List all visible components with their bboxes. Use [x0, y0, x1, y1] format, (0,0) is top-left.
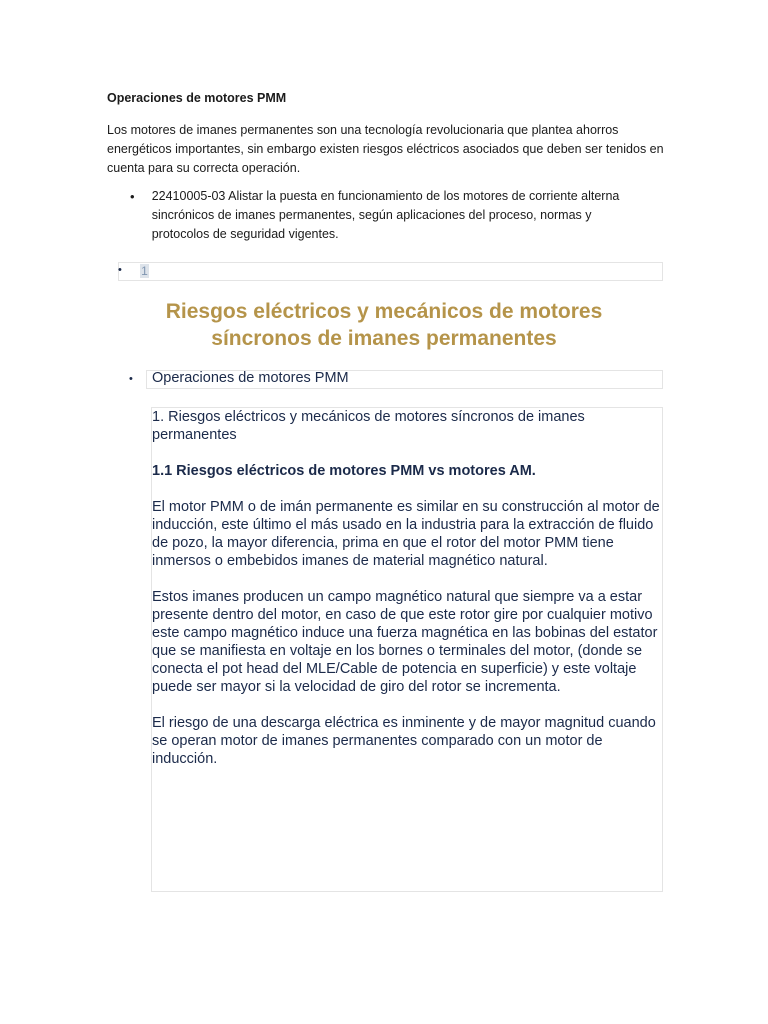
section-title: 1. Riesgos eléctricos y mecánicos de motores síncronos de imanes permanentes — [152, 409, 585, 443]
content-body — [152, 408, 660, 786]
intro-paragraph: Los motores de imanes permanentes son una tecnología revolucionaria que plantea ahorros energéticos importantes, sin embargo existen riesgos eléctricos asociados que deben ser tenidos en cuenta para su correcta operación. — [107, 123, 664, 175]
objective-bullet — [130, 187, 650, 244]
content-paragraph: El motor PMM o de imán permanente es similar en su construcción al motor de inducción, este último el más usado en la industria para la extracción de fluido de pozo, la mayor diferencia, prima en que el rotor del motor PMM tiene inmersos o embebidos imanes de material magnético natural. — [152, 499, 660, 569]
operations-label: Operaciones de motores PMM — [152, 370, 349, 386]
slide-heading-line2: síncronos de imanes permanentes — [211, 327, 557, 350]
content-paragraph: Estos imanes producen un campo magnético natural que siempre va a estar presente dentro del motor, en caso de que este rotor gire por cualquier motivo este campo magnético induce una fuerza magnética en las bobinas del estator que se manifiesta en voltaje en los bornes o terminales del motor, (donde se conecta el pot head del MLE/Cable de potencia en superficie) y este voltaje puede ser mayor si la velocidad de giro del rotor se incrementa. — [152, 589, 658, 695]
content-paragraph: El riesgo de una descarga eléctrica es inminente y de mayor magnitud cuando se operan motor de imanes permanentes comparado con un motor de inducción. — [152, 715, 656, 767]
document-title: Operaciones de motores PMM — [107, 91, 287, 105]
objective-text: 22410005-03 Alistar la puesta en funcionamiento de los motores de corriente alterna sincrónicos de imanes permanentes, según aplicaciones del proceso, normas y protocolos de seguridad vigentes. — [151, 189, 620, 241]
slide-heading — [100, 298, 668, 352]
numbered-item-box — [118, 262, 663, 281]
subsection-title: 1.1 Riesgos eléctricos de motores PMM vs motores AM. — [152, 463, 536, 479]
bullet-icon: • — [118, 264, 122, 276]
item-number: 1 — [141, 264, 148, 278]
bullet-icon: • — [130, 189, 135, 204]
bullet-icon: • — [129, 373, 133, 385]
slide-heading-line1: Riesgos eléctricos y mecánicos de motores — [165, 300, 603, 323]
